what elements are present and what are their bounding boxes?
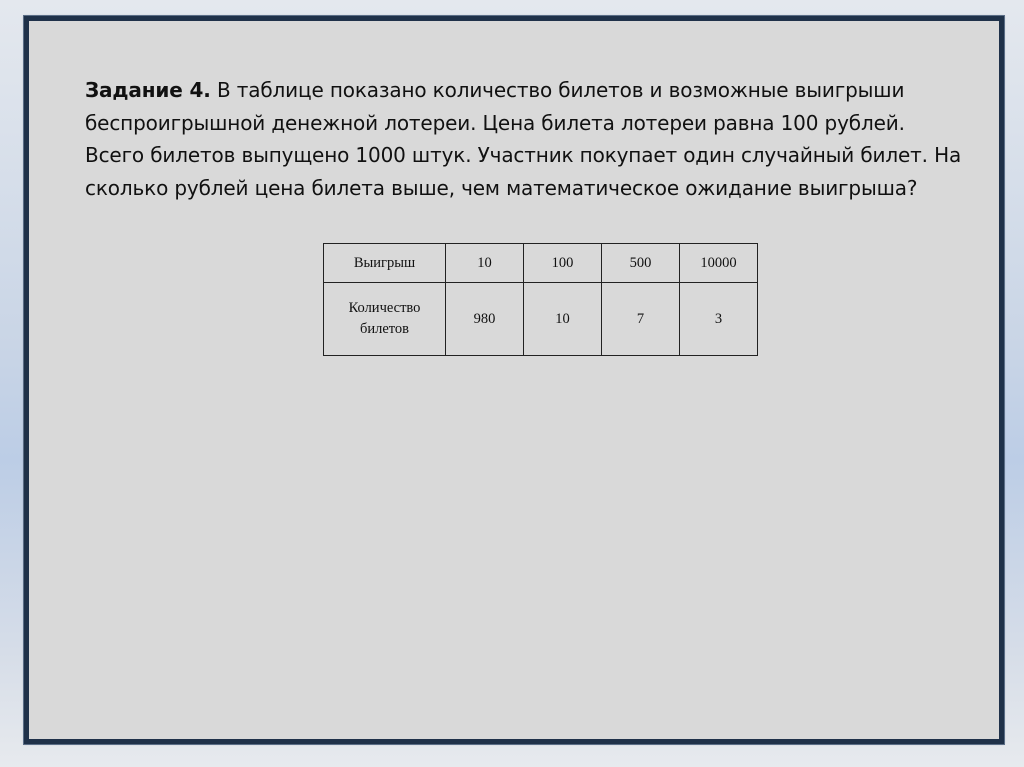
table-cell: 100	[524, 244, 602, 283]
row-header-winnings: Выигрыш	[324, 244, 446, 283]
row-header-ticket-count	[324, 283, 446, 356]
table-cell: 10000	[680, 244, 758, 283]
table-cell: 7	[602, 283, 680, 356]
table-row-winnings	[324, 244, 758, 283]
table-cell: 980	[446, 283, 524, 356]
slide-frame	[24, 16, 1004, 744]
row-header-ticket-count-label: Количество билетов	[348, 300, 421, 337]
table-cell: 500	[602, 244, 680, 283]
table-row-ticket-count	[324, 283, 758, 356]
task-label: Задание 4.	[85, 78, 211, 102]
table-cell: 10	[524, 283, 602, 356]
task-body: В таблице показано количество билетов и возможные выигрыши беспроигрышной денежной лотереи. Цена билета лотереи равна 100 рублей. Всего билетов выпущено 1000 штук. Участник покупает один случайный билет. На сколько рублей цена билета выше, чем математическое ожидание выигрыша?	[85, 78, 962, 200]
winnings-table	[323, 243, 758, 356]
table-cell: 3	[680, 283, 758, 356]
table-cell: 10	[446, 244, 524, 283]
task-text	[85, 74, 965, 204]
